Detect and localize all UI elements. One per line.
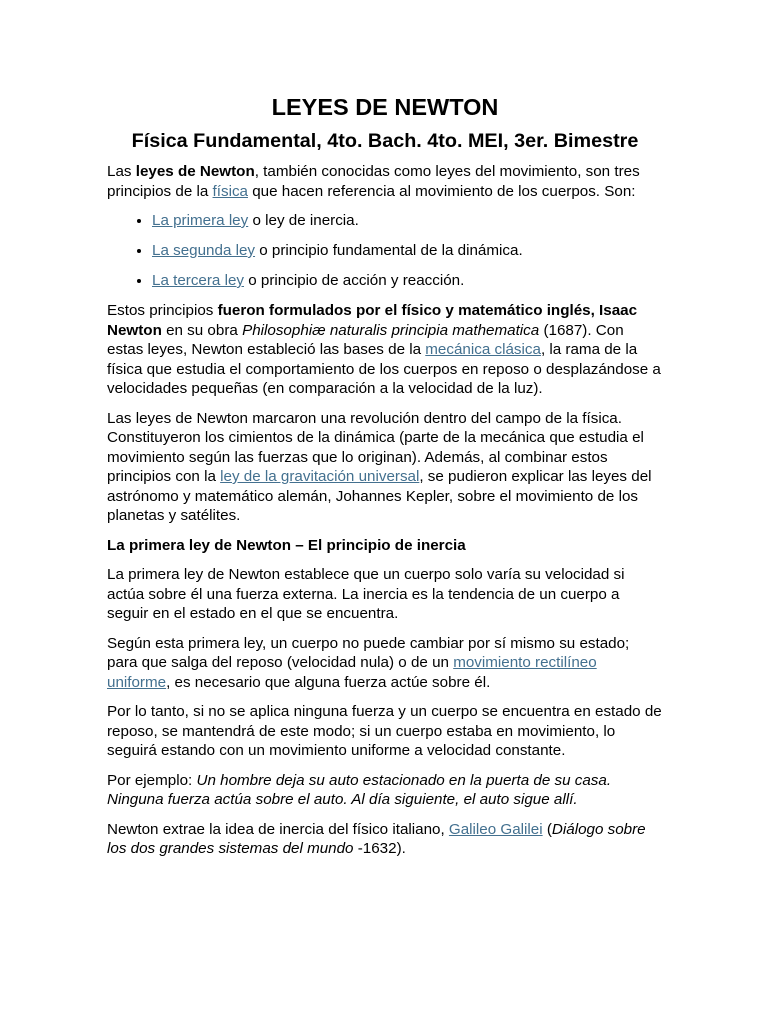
- text-segment: Las: [107, 163, 136, 180]
- document-content: [107, 90, 663, 869]
- list-item-text: o ley de inercia.: [248, 212, 359, 229]
- list-item-text: o principio de acción y reacción.: [244, 272, 465, 289]
- list-item: [152, 241, 663, 261]
- text-segment: , se pudieron explicar las leyes del astrónomo y matemático alemán, Johannes Kepler, sobre el movimiento de los planetas y satélites.: [107, 468, 652, 524]
- link-primera-ley[interactable]: La primera ley: [152, 212, 249, 229]
- italic-text: Un hombre deja su auto estacionado en la puerta de su casa. Ninguna fuerza actúa sobre el auto. Al día siguiente, el auto sigue allí.: [107, 771, 612, 808]
- link-tercera-ley[interactable]: La tercera ley: [152, 272, 245, 289]
- bold-text: fueron formulados por el físico y matemático inglés, Isaac Newton: [107, 302, 638, 339]
- text-segment: , la rama de la física que estudia el comportamiento de los cuerpos en reposo o desplazándose a velocidades pequeñas (en comparación a la velocidad de la luz).: [107, 341, 661, 397]
- link-mecanica-clasica[interactable]: mecánica clásica: [425, 341, 541, 358]
- text-segment: -1632).: [353, 840, 406, 857]
- text-segment: (: [542, 820, 552, 838]
- bold-text: leyes de Newton: [135, 163, 255, 180]
- link-segunda-ley[interactable]: La segunda ley: [152, 242, 256, 259]
- state-paragraph: [107, 634, 663, 693]
- italic-text: Diálogo sobre los dos grandes sistemas del mundo: [107, 820, 646, 857]
- example-paragraph: [107, 771, 663, 810]
- link-galileo-galilei[interactable]: Galileo Galilei: [448, 820, 543, 838]
- page-subtitle: Física Fundamental, 4to. Bach. 4to. MEI, 3er. Bimestre: [131, 130, 639, 152]
- text-segment: Estos principios: [107, 302, 218, 319]
- consequence-paragraph: Por lo tanto, si no se aplica ninguna fuerza y un cuerpo se encuentra en estado de reposo, se mantendrá de este modo; si un cuerpo estaba en movimiento, lo seguirá estando con un movimiento uniforme a velocidad constante.: [107, 703, 662, 759]
- text-segment: Según esta primera ley, un cuerpo no puede cambiar por sí mismo su estado; para que salga del reposo (velocidad nula) o de un: [107, 634, 630, 671]
- text-segment: (1687). Con estas leyes, Newton estableció las bases de la: [107, 321, 624, 358]
- text-segment: Newton extrae la idea de inercia del físico italiano,: [107, 820, 449, 838]
- italic-text: Philosophiæ naturalis principia mathematica: [242, 321, 540, 339]
- section-heading: La primera ley de Newton – El principio de inercia: [107, 536, 466, 554]
- text-segment: Las leyes de Newton marcaron una revolución dentro del campo de la física. Constituyeron los cimientos de la dinámica (parte de la mecánica que estudia el movimiento según las fuerzas que lo originan). Además, al combinar estos principios con la: [107, 409, 644, 485]
- text-segment: en su obra: [161, 321, 243, 339]
- link-gravitacion-universal[interactable]: ley de la gravitación universal: [220, 468, 420, 485]
- galileo-paragraph: [107, 820, 663, 859]
- intro-paragraph: [107, 162, 663, 201]
- page-title: LEYES DE NEWTON: [271, 94, 499, 120]
- principles-paragraph: [107, 301, 663, 399]
- list-item-text: o principio fundamental de la dinámica.: [255, 242, 523, 259]
- link-fisica[interactable]: física: [212, 182, 248, 200]
- text-segment: , es necesario que alguna fuerza actúe sobre él.: [166, 673, 491, 691]
- list-item: [152, 271, 663, 291]
- revolution-paragraph: [107, 409, 663, 526]
- text-segment: que hacen referencia al movimiento de los cuerpos. Son:: [247, 182, 636, 200]
- text-segment: , también conocidas como leyes del movimiento, son tres principios de la: [107, 163, 640, 200]
- list-item: [152, 211, 663, 231]
- first-law-paragraph: La primera ley de Newton establece que un cuerpo solo varía su velocidad si actúa sobre él una fuerza externa. La inercia es la tendencia de un cuerpo a seguir en el estado en el que se encuentra.: [107, 566, 625, 622]
- text-segment: Por ejemplo:: [107, 771, 197, 789]
- link-movimiento-rectilineo[interactable]: movimiento rectilíneo uniforme: [107, 654, 597, 691]
- laws-list: [107, 211, 663, 291]
